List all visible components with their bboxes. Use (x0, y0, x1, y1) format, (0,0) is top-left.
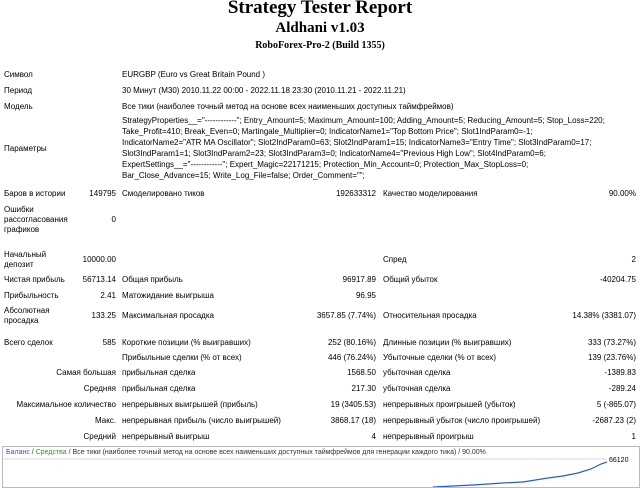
quality-value: 90.00% (608, 189, 636, 198)
errors-value: 0 (111, 215, 116, 224)
period-label: Период (4, 86, 33, 95)
balance-chart (2, 446, 640, 488)
max-count-label: Максимальное количество (16, 400, 116, 409)
params-label: Параметры (4, 144, 47, 153)
legend-separator: / (29, 449, 36, 456)
avg-loss-value: -289.24 (608, 384, 636, 393)
avg-cons-losses-label: непрерывный проигрыш (383, 432, 474, 441)
abs-drawdown-label: Абсолютная (4, 306, 50, 315)
max-label: Макс. (94, 416, 116, 425)
rel-drawdown-value: 14.38% (3381.07) (572, 311, 636, 320)
spread-label: Спред (383, 255, 407, 264)
legend-equity: Средства (35, 449, 67, 456)
bars-value: 149795 (89, 189, 116, 198)
profit-factor-value: 2.41 (100, 291, 116, 300)
short-positions-value: 252 (80.16%) (327, 338, 376, 347)
symbol-label: Символ (4, 70, 33, 79)
avg-cons-wins-label: непрерывный выигрыш (122, 432, 210, 441)
short-positions-label: Короткие позиции (% выигравших) (122, 338, 251, 347)
total-trades-value: 585 (102, 338, 116, 347)
legend-description: / Все тики (наиболее точный метод на основе всех наименьших доступных таймфреймов для генерации каждого тика) / 90.00% (66, 449, 486, 456)
errors-label: рассогласования (4, 215, 68, 224)
max-cons-profit-label: непрерывная прибыль (число выигрышей) (122, 416, 281, 425)
net-profit-label: Чистая прибыль (4, 275, 65, 284)
max-cons-wins-label: непрерывных выигрышей (прибыль) (122, 400, 258, 409)
deposit-label: Начальный (4, 250, 47, 259)
avg-cons-losses-value: 1 (631, 432, 636, 441)
average-label: Средняя (83, 384, 116, 393)
avg-profit-value: 217.30 (351, 384, 376, 393)
params-text (122, 115, 634, 181)
chart-plot (3, 447, 607, 487)
model-label: Модель (4, 102, 33, 111)
long-positions-label: Длинные позиции (% выигравших) (383, 338, 512, 347)
params-line: Take_Profit=410; Break_Even=0; Martingale_Multiplier=0; IndicatorName1="Top Bottom Price"; Slot1IndParam0=-1; (122, 127, 533, 136)
gross-loss-label: Общий убыток (383, 275, 438, 284)
balance-line (433, 462, 607, 487)
ticks-value: 192633312 (335, 189, 376, 198)
model-value: Все тики (наиболее точный метод на основе всех наименьших доступных таймфреймов) (122, 102, 454, 111)
gross-profit-label: Общая прибыль (122, 275, 183, 284)
expected-payoff-label: Матожидание выигрыша (122, 291, 214, 300)
abs-drawdown-label: просадка (4, 316, 39, 325)
largest-loss-label: убыточная сделка (383, 368, 451, 377)
net-profit-value: 56713.14 (82, 275, 116, 284)
report-title: Strategy Tester Report (227, 0, 413, 18)
params-line: IndicatorName2="ATR MA Oscillator"; Slot2IndParam0=63; Slot2IndParam1=15; IndicatorName3="Entry Time"; Slot3IndParam0=17; (122, 138, 592, 147)
expert-name: Aldhani v1.03 (275, 20, 365, 36)
avg-profit-label: прибыльная сделка (122, 384, 196, 393)
avg-cons-wins-value: 4 (371, 432, 376, 441)
spread-value: 2 (631, 255, 636, 264)
loss-trades-value: 139 (23.76%) (587, 353, 636, 362)
profit-trades-value: 446 (76.24%) (327, 353, 376, 362)
max-cons-profit-value: 3868.17 (18) (330, 416, 376, 425)
abs-drawdown-value: 133.25 (91, 311, 116, 320)
rel-drawdown-label: Относительная просадка (383, 311, 477, 320)
deposit-value: 10000.00 (82, 255, 116, 264)
largest-loss-value: -1389.83 (604, 368, 636, 377)
total-trades-label: Всего сделок (4, 338, 53, 347)
profit-trades-label: Прибыльные сделки (% от всех) (122, 353, 242, 362)
long-positions-value: 333 (73.27%) (587, 338, 636, 347)
avg-label: Средний (83, 432, 116, 441)
loss-trades-label: Убыточные сделки (% от всех) (383, 353, 497, 362)
ticks-label: Смоделировано тиков (122, 189, 205, 198)
bars-label: Баров в истории (4, 189, 66, 198)
quality-label: Качество моделирования (383, 189, 478, 198)
gross-loss-value: -40204.75 (599, 275, 636, 284)
deposit-label: депозит (4, 260, 34, 269)
legend-balance: Баланс (6, 449, 30, 456)
symbol-value: EURGBP (Euro vs Great Britain Pound ) (122, 70, 266, 79)
profit-factor-label: Прибыльность (4, 291, 59, 300)
errors-label: графиков (4, 225, 40, 234)
max-cons-losses-label: непрерывных проигрышей (убыток) (383, 400, 516, 409)
gross-profit-value: 96917.89 (342, 275, 376, 284)
errors-label: Ошибки (4, 205, 34, 214)
max-cons-loss-value: -2687.23 (2) (592, 416, 636, 425)
server-name: RoboForex-Pro-2 (Build 1355) (255, 40, 385, 51)
largest-profit-label: прибыльная сделка (122, 368, 196, 377)
params-line: Bar_Close_Advance=15; Write_Log_File=false; Order_Comment=""; (122, 171, 365, 180)
params-line: Slot3IndParam1=1; Slot3IndParam2=23; Slot3IndParam3=0; IndicatorName4="Previous High Low"; Slot4IndParam0=6; (122, 149, 546, 158)
max-drawdown-label: Максимальная просадка (122, 311, 214, 320)
max-cons-losses-value: 5 (-865.07) (596, 400, 636, 409)
largest-label: Самая большая (56, 368, 116, 377)
avg-loss-label: убыточная сделка (383, 384, 451, 393)
expected-payoff-value: 96.95 (355, 291, 376, 300)
params-line: ExpertSettings__="------------"; Expert_Magic=22171215; Protection_Min_Account=0; Protection_Max_StopLoss=0; (122, 160, 529, 169)
max-cons-wins-value: 19 (3405.53) (330, 400, 376, 409)
period-value: 30 Минут (M30) 2010.11.22 00:00 - 2022.11.18 23:30 (2010.11.21 - 2022.11.21) (122, 86, 406, 95)
largest-profit-value: 1568.50 (347, 368, 376, 377)
max-cons-loss-label: непрерывный убыток (число проигрышей) (383, 416, 541, 425)
y-axis-label: 66120 (609, 457, 629, 464)
max-drawdown-value: 3657.85 (7.74%) (316, 311, 376, 320)
params-line: StrategyProperties__="------------"; Entry_Amount=5; Maximum_Amount=100; Adding_Amount=5; Reducing_Amount=5; Stop_Loss=220; (122, 116, 605, 125)
